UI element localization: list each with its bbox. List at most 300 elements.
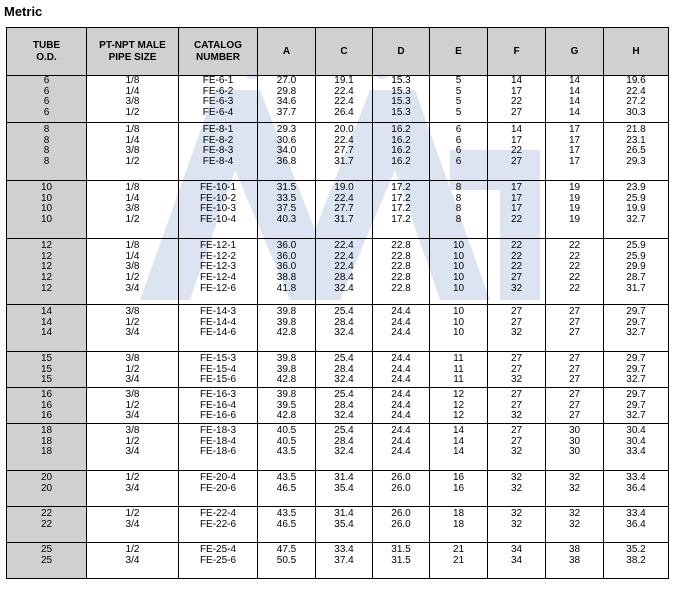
dim-d-value: 31.5 <box>391 544 411 555</box>
tube-od-value: 14 <box>40 316 53 328</box>
dim-c-cell <box>316 543 373 579</box>
dim-f-cell <box>488 352 546 388</box>
dim-d-value: 15.3 <box>391 107 411 119</box>
catalog-number-cell <box>179 352 258 388</box>
dim-d-value: 24.4 <box>391 435 411 447</box>
dim-g-value: 19 <box>568 182 581 193</box>
dim-d-value: 22.8 <box>391 240 411 251</box>
tube-od-value: 25 <box>40 554 53 566</box>
dim-d-value: 31.5 <box>391 554 411 566</box>
dim-e-value: 5 <box>455 96 462 108</box>
tube-od-value: 25 <box>40 544 53 555</box>
dim-c-cell <box>316 352 373 388</box>
tube-od-value: 6 <box>43 96 50 108</box>
dim-a-value: 36.0 <box>276 250 297 262</box>
dim-e-value: 10 <box>452 250 465 262</box>
dim-d-value: 22.8 <box>391 261 411 273</box>
dim-e-value: 10 <box>452 240 465 251</box>
dim-e-value: 6 <box>455 134 462 146</box>
pipe-size-value: 3/4 <box>125 374 140 386</box>
dim-f-value: 32 <box>510 472 523 483</box>
dim-c-value: 22.4 <box>334 96 354 108</box>
dim-d-value: 22.8 <box>391 250 411 262</box>
dim-f-value: 22 <box>510 145 523 157</box>
catalog-number-value: FE-20-4 <box>199 472 237 483</box>
catalog-number-cell <box>179 507 258 543</box>
dim-d-value: 16.2 <box>391 156 411 168</box>
dim-e-value: 21 <box>452 544 465 555</box>
pipe-size-value: 3/4 <box>125 327 140 339</box>
pipe-size-value: 1/8 <box>125 240 140 251</box>
tube-od-value: 16 <box>40 410 53 422</box>
dim-c-value: 28.4 <box>334 399 354 411</box>
dim-a-value: 37.5 <box>276 203 297 215</box>
pipe-size-value: 1/2 <box>125 508 140 519</box>
pipe-size-value: 3/8 <box>125 203 140 215</box>
tube-od-value: 14 <box>40 327 53 339</box>
dim-h-value: 32.7 <box>626 374 646 386</box>
dim-a-value: 50.5 <box>276 554 297 566</box>
dim-e-value: 14 <box>452 435 465 447</box>
dim-e-value: 10 <box>452 316 465 328</box>
dim-a-value: 43.5 <box>276 446 297 458</box>
dim-d-cell <box>373 76 430 123</box>
dim-h-value: 21.8 <box>626 124 646 135</box>
dim-g-cell <box>546 424 604 471</box>
tube-od-value: 15 <box>40 374 53 386</box>
pipe-size-cell <box>87 123 179 181</box>
pipe-size-cell <box>87 239 179 305</box>
pipe-size-value: 3/4 <box>125 446 140 458</box>
dim-g-value: 17 <box>568 156 581 168</box>
pipe-size-value: 1/4 <box>125 85 140 97</box>
dim-g-value: 27 <box>568 327 581 339</box>
pipe-size-value: 1/8 <box>125 182 140 193</box>
dim-g-value: 17 <box>568 134 581 146</box>
pipe-size-value: 1/4 <box>125 192 140 204</box>
table-row <box>7 471 669 507</box>
dim-e-cell <box>430 424 488 471</box>
tube-od-cell <box>7 388 87 424</box>
pipe-size-value: 1/2 <box>125 107 140 119</box>
dim-d-value: 24.4 <box>391 353 411 364</box>
dim-a-value: 47.5 <box>276 544 297 555</box>
dim-d-value: 15.3 <box>391 75 411 86</box>
dim-h-cell <box>604 543 669 579</box>
dim-g-cell <box>546 543 604 579</box>
catalog-number-value: FE-6-3 <box>202 96 234 108</box>
pipe-size-value: 1/2 <box>125 435 140 447</box>
dim-c-cell <box>316 181 373 239</box>
dim-a-value: 43.5 <box>276 472 297 483</box>
dim-d-cell <box>373 352 430 388</box>
dim-f-value: 27 <box>510 316 523 328</box>
dim-e-cell <box>430 471 488 507</box>
dim-c-value: 32.4 <box>334 446 354 458</box>
tube-od-value: 10 <box>40 192 53 204</box>
catalog-number-value: FE-10-3 <box>199 203 237 215</box>
tube-od-value: 16 <box>40 389 53 400</box>
dim-e-value: 12 <box>452 399 465 411</box>
dim-c-value: 25.4 <box>334 389 354 400</box>
dim-c-value: 31.7 <box>334 156 354 168</box>
dim-f-value: 32 <box>510 508 523 519</box>
dim-h-cell <box>604 123 669 181</box>
dim-g-value: 14 <box>568 85 581 97</box>
dim-e-value: 12 <box>452 410 465 422</box>
dim-h-value: 35.2 <box>626 544 646 555</box>
dim-c-value: 28.4 <box>334 435 354 447</box>
dim-d-value: 17.2 <box>391 203 411 215</box>
dim-c-value: 25.4 <box>334 353 354 364</box>
dim-e-value: 12 <box>452 389 465 400</box>
dim-g-value: 27 <box>568 363 581 375</box>
dim-a-cell <box>258 123 316 181</box>
dim-c-value: 25.4 <box>334 306 354 317</box>
tube-od-value: 18 <box>40 435 53 447</box>
dim-c-value: 37.4 <box>334 554 354 566</box>
dim-h-value: 25.9 <box>626 192 646 204</box>
dim-e-value: 5 <box>455 85 462 97</box>
dim-c-cell <box>316 424 373 471</box>
dim-e-value: 10 <box>452 306 465 317</box>
dim-h-value: 23.1 <box>626 134 646 146</box>
dim-f-cell <box>488 239 546 305</box>
dim-c-value: 27.7 <box>334 145 354 157</box>
dim-f-value: 27 <box>510 425 523 436</box>
table-row <box>7 388 669 424</box>
dim-a-value: 39.8 <box>276 316 297 328</box>
dim-g-value: 19 <box>568 192 581 204</box>
dim-a-value: 39.8 <box>276 363 297 375</box>
dim-a-value: 34.6 <box>276 96 297 108</box>
dim-a-value: 39.8 <box>276 353 297 364</box>
pipe-size-value: 3/4 <box>125 410 140 422</box>
dim-a-value: 42.8 <box>276 374 297 386</box>
dim-d-cell <box>373 388 430 424</box>
dim-d-value: 22.8 <box>391 272 411 284</box>
dim-f-cell <box>488 388 546 424</box>
dim-e-value: 10 <box>452 261 465 273</box>
table-row <box>7 123 669 181</box>
catalog-number-value: FE-8-3 <box>202 145 234 157</box>
dim-h-value: 27.2 <box>626 96 646 108</box>
table-row <box>7 239 669 305</box>
dim-c-value: 26.4 <box>334 107 354 119</box>
dim-h-value: 23.9 <box>626 182 646 193</box>
dim-d-value: 26.0 <box>391 508 411 519</box>
dim-g-cell <box>546 471 604 507</box>
pipe-size-value: 3/8 <box>125 389 140 400</box>
dim-a-value: 41.8 <box>276 282 297 294</box>
dim-a-cell <box>258 181 316 239</box>
dim-g-value: 32 <box>568 472 581 483</box>
catalog-number-cell <box>179 76 258 123</box>
dim-d-value: 24.4 <box>391 363 411 375</box>
dim-f-cell <box>488 305 546 352</box>
dim-e-value: 8 <box>455 214 462 226</box>
dim-d-value: 16.2 <box>391 145 411 157</box>
tube-od-cell <box>7 424 87 471</box>
catalog-number-value: FE-14-6 <box>199 327 237 339</box>
dim-f-value: 32 <box>510 482 523 494</box>
pipe-size-value: 3/4 <box>125 282 140 294</box>
dim-c-value: 19.0 <box>334 182 354 193</box>
dim-e-value: 16 <box>452 472 465 483</box>
dim-c-value: 32.4 <box>334 374 354 386</box>
dim-g-value: 32 <box>568 518 581 530</box>
dim-c-cell <box>316 305 373 352</box>
catalog-number-value: FE-25-4 <box>199 544 237 555</box>
dim-f-cell <box>488 543 546 579</box>
tube-od-cell <box>7 76 87 123</box>
dim-h-cell <box>604 181 669 239</box>
dim-h-value: 26.5 <box>626 145 646 157</box>
dim-c-value: 32.4 <box>334 410 354 422</box>
catalog-number-value: FE-20-6 <box>199 482 237 494</box>
pipe-size-value: 1/8 <box>125 124 140 135</box>
pipe-size-value: 3/8 <box>125 96 140 108</box>
dim-e-value: 8 <box>455 203 462 215</box>
tube-od-cell <box>7 507 87 543</box>
tube-od-value: 14 <box>40 306 53 317</box>
dim-g-value: 27 <box>568 316 581 328</box>
dim-d-cell <box>373 471 430 507</box>
dim-g-cell <box>546 507 604 543</box>
dim-d-cell <box>373 181 430 239</box>
table-header-row <box>7 28 669 76</box>
pipe-size-cell <box>87 76 179 123</box>
dim-h-value: 29.7 <box>626 316 646 328</box>
pipe-size-value: 1/2 <box>125 156 140 168</box>
pipe-size-value: 1/2 <box>125 363 140 375</box>
page-title: Metric <box>4 4 43 19</box>
pipe-size-cell <box>87 543 179 579</box>
dim-e-value: 8 <box>455 182 462 193</box>
dim-g-cell <box>546 388 604 424</box>
dim-h-cell <box>604 239 669 305</box>
dim-f-value: 17 <box>510 134 523 146</box>
dim-a-value: 43.5 <box>276 508 297 519</box>
tube-od-value: 18 <box>40 425 53 436</box>
dim-g-value: 32 <box>568 482 581 494</box>
dim-a-value: 34.0 <box>276 145 297 157</box>
dim-h-value: 19.6 <box>626 75 646 86</box>
dim-h-value: 30.4 <box>626 435 646 447</box>
dim-c-value: 28.4 <box>334 316 354 328</box>
dim-f-cell <box>488 181 546 239</box>
dim-d-cell <box>373 123 430 181</box>
dim-h-value: 38.2 <box>626 554 646 566</box>
dim-h-value: 25.9 <box>626 250 646 262</box>
pipe-size-cell <box>87 352 179 388</box>
dim-h-value: 30.4 <box>626 425 646 436</box>
catalog-number-value: FE-22-4 <box>199 508 237 519</box>
dim-d-cell <box>373 424 430 471</box>
dim-e-value: 5 <box>455 75 462 86</box>
dim-g-value: 19 <box>568 203 581 215</box>
dim-e-value: 6 <box>455 124 462 135</box>
dim-f-value: 27 <box>510 107 523 119</box>
dim-f-value: 32 <box>510 327 523 339</box>
catalog-number-value: FE-10-4 <box>199 214 237 226</box>
dim-e-value: 6 <box>455 156 462 168</box>
dim-h-value: 30.3 <box>626 107 646 119</box>
catalog-number-cell <box>179 424 258 471</box>
dim-a-value: 46.5 <box>276 482 297 494</box>
dim-e-value: 21 <box>452 554 465 566</box>
dim-g-value: 22 <box>568 250 581 262</box>
pipe-size-cell <box>87 424 179 471</box>
dim-e-value: 14 <box>452 425 465 436</box>
dim-c-value: 31.7 <box>334 214 354 226</box>
dim-c-value: 22.4 <box>334 134 354 146</box>
table-row <box>7 543 669 579</box>
table-row <box>7 181 669 239</box>
dim-a-cell <box>258 507 316 543</box>
dim-e-value: 14 <box>452 446 465 458</box>
dim-c-value: 22.4 <box>334 261 354 273</box>
header-pipe-size: PT-NPT MALE PIPE SIZE <box>87 28 179 76</box>
dim-a-cell <box>258 352 316 388</box>
pipe-size-value: 3/4 <box>125 482 140 494</box>
dim-g-value: 14 <box>568 107 581 119</box>
dim-g-value: 14 <box>568 96 581 108</box>
dim-h-value: 22.4 <box>626 85 646 97</box>
dim-f-value: 32 <box>510 446 523 458</box>
header-e: E <box>430 28 488 76</box>
catalog-number-value: FE-10-2 <box>199 192 237 204</box>
dim-d-value: 17.2 <box>391 192 411 204</box>
catalog-number-value: FE-18-6 <box>199 446 237 458</box>
dim-a-cell <box>258 424 316 471</box>
dim-c-value: 31.4 <box>334 472 354 483</box>
pipe-size-value: 1/8 <box>125 75 140 86</box>
catalog-number-cell <box>179 471 258 507</box>
dim-e-value: 10 <box>452 272 465 284</box>
dim-a-cell <box>258 388 316 424</box>
dim-e-value: 16 <box>452 482 465 494</box>
pipe-size-value: 1/2 <box>125 316 140 328</box>
catalog-number-value: FE-15-4 <box>199 363 237 375</box>
dim-d-value: 24.4 <box>391 374 411 386</box>
dim-a-value: 30.6 <box>276 134 297 146</box>
catalog-number-cell <box>179 543 258 579</box>
dim-g-cell <box>546 123 604 181</box>
dim-d-value: 16.2 <box>391 134 411 146</box>
dim-a-cell <box>258 305 316 352</box>
tube-od-value: 8 <box>43 124 50 135</box>
dim-g-value: 17 <box>568 124 581 135</box>
pipe-size-value: 1/2 <box>125 214 140 226</box>
catalog-number-value: FE-6-4 <box>202 107 234 119</box>
header-d: D <box>373 28 430 76</box>
dim-c-value: 28.4 <box>334 272 354 284</box>
dim-g-cell <box>546 305 604 352</box>
tube-od-cell <box>7 471 87 507</box>
dim-g-value: 19 <box>568 214 581 226</box>
dim-a-cell <box>258 76 316 123</box>
dim-g-cell <box>546 181 604 239</box>
dim-h-value: 33.4 <box>626 472 646 483</box>
dim-a-value: 46.5 <box>276 518 297 530</box>
dim-e-value: 10 <box>452 282 465 294</box>
dim-f-value: 22 <box>510 261 523 273</box>
dim-h-value: 31.7 <box>626 282 646 294</box>
dim-g-value: 27 <box>568 399 581 411</box>
dim-h-cell <box>604 471 669 507</box>
dim-d-cell <box>373 305 430 352</box>
tube-od-cell <box>7 181 87 239</box>
dim-a-value: 36.0 <box>276 240 297 251</box>
tube-od-value: 22 <box>40 508 53 519</box>
catalog-number-value: FE-25-6 <box>199 554 237 566</box>
dim-f-cell <box>488 76 546 123</box>
dim-f-value: 14 <box>510 124 523 135</box>
header-catalog-number: CATALOG NUMBER <box>179 28 258 76</box>
dim-h-value: 19.9 <box>626 203 646 215</box>
pipe-size-value: 3/8 <box>125 306 140 317</box>
dim-d-cell <box>373 507 430 543</box>
catalog-number-value: FE-12-3 <box>199 261 237 273</box>
dim-e-value: 18 <box>452 518 465 530</box>
tube-od-value: 16 <box>40 399 53 411</box>
dim-a-value: 39.8 <box>276 306 297 317</box>
dim-e-value: 18 <box>452 508 465 519</box>
dim-d-cell <box>373 239 430 305</box>
dim-c-value: 22.4 <box>334 250 354 262</box>
catalog-number-cell <box>179 305 258 352</box>
dim-f-cell <box>488 424 546 471</box>
dim-c-value: 25.4 <box>334 425 354 436</box>
tube-od-value: 8 <box>43 145 50 157</box>
dim-c-value: 27.7 <box>334 203 354 215</box>
dim-f-value: 27 <box>510 353 523 364</box>
dim-e-value: 11 <box>453 374 464 386</box>
catalog-number-cell <box>179 239 258 305</box>
dim-f-value: 22 <box>510 250 523 262</box>
pipe-size-value: 3/8 <box>125 261 140 273</box>
dim-h-cell <box>604 424 669 471</box>
dim-h-value: 29.7 <box>626 363 646 375</box>
dim-d-value: 24.4 <box>391 389 411 400</box>
tube-od-value: 8 <box>43 134 50 146</box>
dim-a-value: 39.5 <box>276 399 297 411</box>
pipe-size-value: 1/2 <box>125 399 140 411</box>
dim-g-cell <box>546 352 604 388</box>
table-row <box>7 76 669 123</box>
dim-f-value: 27 <box>510 272 523 284</box>
dim-h-value: 29.7 <box>626 306 646 317</box>
catalog-number-value: FE-12-6 <box>199 282 237 294</box>
table-row <box>7 305 669 352</box>
dim-f-value: 27 <box>510 399 523 411</box>
dim-d-cell <box>373 543 430 579</box>
dim-g-value: 30 <box>568 425 581 436</box>
dim-h-value: 32.7 <box>626 327 646 339</box>
dim-d-value: 15.3 <box>391 96 411 108</box>
tube-od-value: 20 <box>40 472 53 483</box>
catalog-number-value: FE-12-4 <box>199 272 237 284</box>
dim-d-value: 15.3 <box>391 85 411 97</box>
header-f: F <box>488 28 546 76</box>
dim-a-value: 36.0 <box>276 261 297 273</box>
dim-e-cell <box>430 388 488 424</box>
dim-g-value: 22 <box>568 282 581 294</box>
dim-f-value: 27 <box>510 156 523 168</box>
dim-e-cell <box>430 239 488 305</box>
dim-f-value: 34 <box>510 544 523 555</box>
